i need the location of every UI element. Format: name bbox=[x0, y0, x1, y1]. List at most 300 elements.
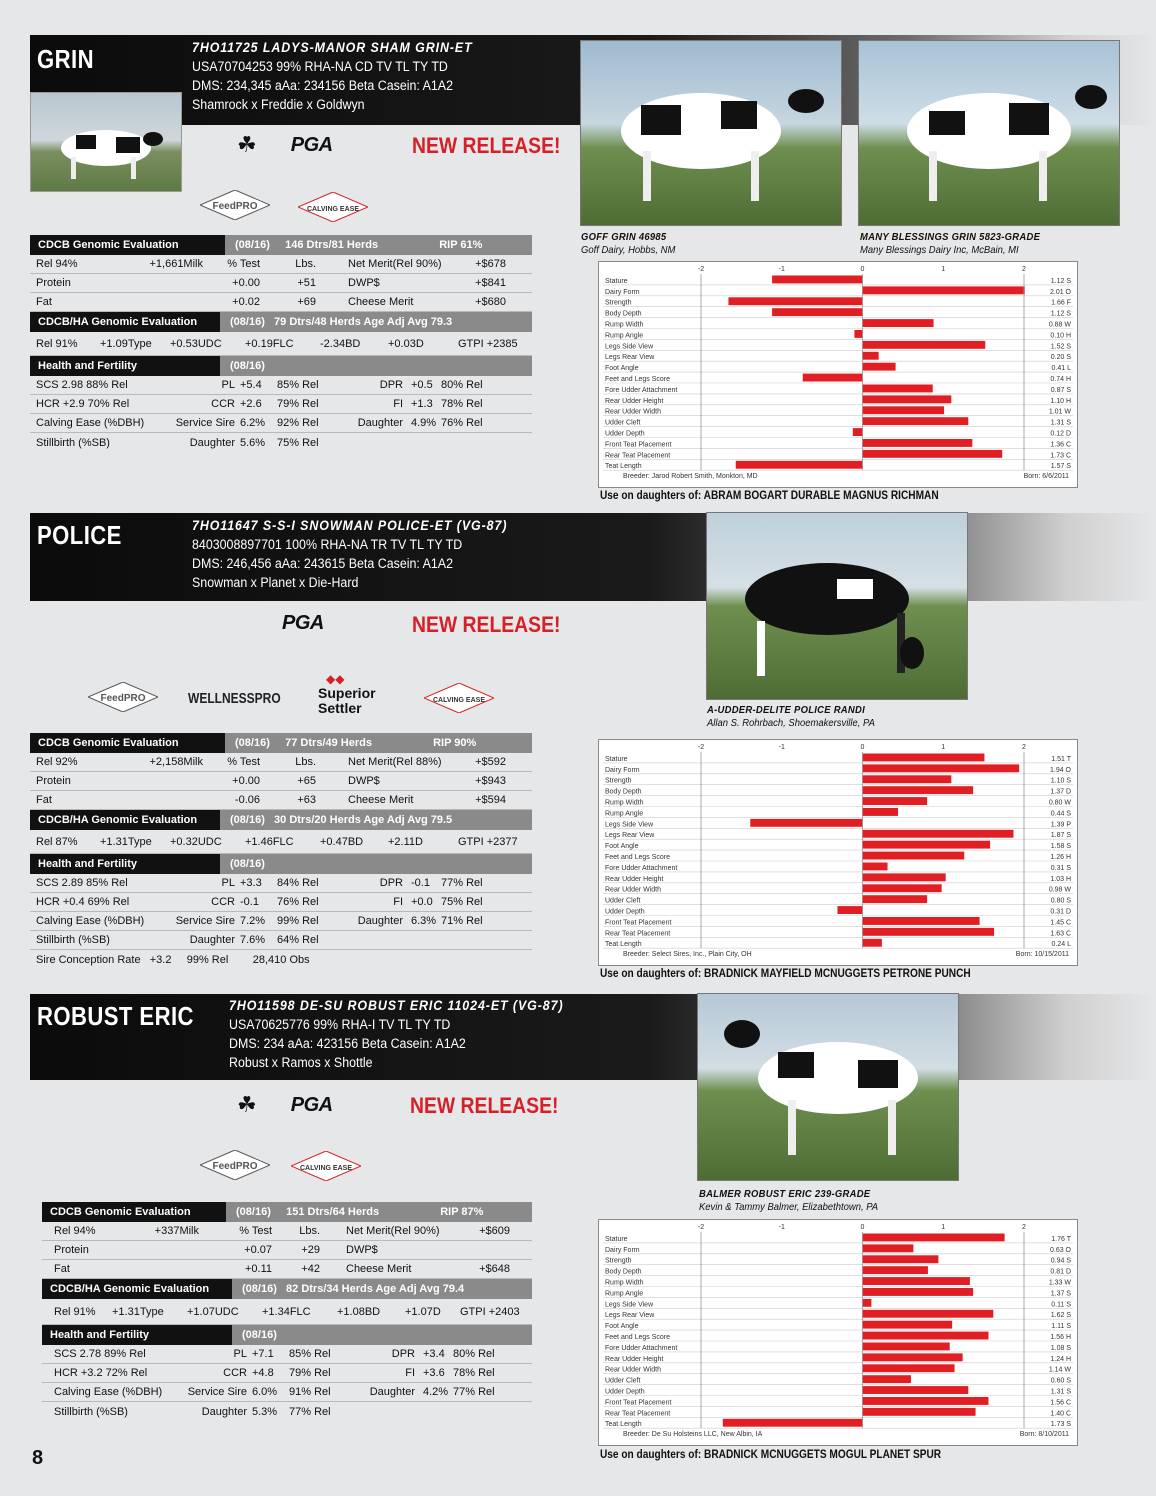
trait-bar bbox=[863, 1343, 950, 1351]
trait-bar bbox=[863, 1310, 994, 1318]
trait-bar bbox=[863, 1397, 989, 1405]
trait-value: 0.20 S bbox=[1050, 354, 1071, 362]
trait-value: 0.10 H bbox=[1050, 332, 1071, 340]
ha-title: CDCB/HA Genomic Evaluation bbox=[42, 1279, 232, 1299]
trait-label: Rear Udder Height bbox=[605, 875, 664, 883]
photo-2-caption bbox=[860, 231, 1040, 257]
trait-bar bbox=[863, 939, 882, 947]
trait-bar bbox=[863, 1277, 970, 1285]
pedigree-line: Snowman x Planet x Die-Hard bbox=[192, 575, 359, 590]
daughter-photo-2 bbox=[858, 40, 1120, 226]
trait-value: 1.37 D bbox=[1050, 788, 1071, 796]
linear-chart bbox=[598, 261, 1078, 488]
trait-value: 0.74 H bbox=[1050, 376, 1071, 383]
tick-label: -1 bbox=[778, 1224, 785, 1231]
hf-row: SCS 2.89 85% Rel PL +3.3 84% Rel DPR -0.1 77% Rel bbox=[30, 874, 532, 893]
trait-label: Rump Angle bbox=[605, 1290, 644, 1298]
trait-label: Foot Angle bbox=[605, 843, 639, 851]
trait-label: Body Depth bbox=[605, 310, 642, 318]
trait-value: 1.33 W bbox=[1048, 1279, 1071, 1287]
id-line: USA70704253 99% RHA-NA CD TV TL TY TD bbox=[192, 59, 448, 74]
trait-value: 1.01 W bbox=[1048, 408, 1071, 416]
maple-leaf-icon: ☘ bbox=[237, 1092, 257, 1117]
cdcb-row: Fat +0.02 +69 Cheese Merit +$680 bbox=[30, 293, 532, 312]
trait-label: Rear Udder Height bbox=[605, 1355, 664, 1363]
born-text: Born: 6/6/2011 bbox=[1023, 473, 1069, 481]
trait-label: Legs Side View bbox=[605, 1301, 654, 1309]
calving-ease-badge bbox=[291, 1151, 361, 1181]
trait-bar bbox=[863, 1266, 928, 1274]
bull-info bbox=[229, 996, 564, 1072]
header-band bbox=[30, 994, 1156, 1080]
trait-bar bbox=[863, 852, 965, 860]
born-text: Born: 8/10/2011 bbox=[1019, 1431, 1069, 1439]
trait-bar bbox=[728, 297, 862, 305]
photo-1-caption bbox=[581, 231, 675, 257]
trait-bar bbox=[863, 395, 952, 403]
tick-label: 2 bbox=[1022, 1224, 1026, 1231]
trait-label: Body Depth bbox=[605, 788, 642, 796]
registration-line: 7HO11725 LADYS-MANOR SHAM GRIN-ET bbox=[192, 40, 473, 55]
cdcb-meta: (08/16) 146 Dtrs/81 Herds RIP 61% bbox=[225, 235, 532, 255]
trait-bar bbox=[863, 1353, 963, 1361]
trait-value: 1.11 S bbox=[1051, 1323, 1071, 1331]
trait-value: 1.26 H bbox=[1050, 854, 1071, 861]
hf-meta: (08/16) bbox=[220, 854, 532, 874]
trait-value: 0.24 L bbox=[1051, 941, 1071, 949]
trait-value: 1.73 C bbox=[1050, 452, 1071, 460]
trait-bar bbox=[863, 1408, 976, 1416]
tick-label: -2 bbox=[697, 1224, 705, 1231]
hf-title: Health and Fertility bbox=[42, 1325, 232, 1345]
trait-value: 0.11 S bbox=[1051, 1301, 1071, 1309]
trait-label: Udder Cleft bbox=[605, 419, 641, 427]
hf-row: HCR +2.9 70% Rel CCR +2.6 79% Rel FI +1.3 78% Rel bbox=[30, 395, 532, 414]
pga-logo: PGA bbox=[290, 133, 333, 156]
tick-label: 0 bbox=[860, 1224, 865, 1231]
trait-value: 1.94 O bbox=[1049, 766, 1071, 774]
trait-value: 0.44 S bbox=[1050, 810, 1071, 818]
trait-value: 2.01 O bbox=[1049, 288, 1071, 296]
cdcb-row: Fat +0.11 +42 Cheese Merit +$648 bbox=[42, 1260, 532, 1279]
hf-meta: (08/16) bbox=[220, 356, 532, 376]
trait-bar bbox=[863, 450, 1003, 458]
trait-value: 1.14 W bbox=[1048, 1366, 1071, 1374]
program-icons bbox=[237, 132, 333, 158]
hf-row: Calving Ease (%DBH) Service Sire 6.0% 91% Rel Daughter 4.2% 77% Rel bbox=[42, 1383, 532, 1402]
trait-bar bbox=[863, 884, 942, 892]
trait-bar bbox=[863, 439, 973, 447]
trait-value: 1.62 S bbox=[1050, 1312, 1071, 1320]
trait-value: 1.31 S bbox=[1050, 1388, 1071, 1396]
trait-bar bbox=[863, 319, 934, 327]
trait-value: 1.39 P bbox=[1050, 821, 1071, 829]
trait-label: Rump Angle bbox=[605, 810, 644, 818]
trait-bar bbox=[863, 797, 928, 805]
calving-ease-text: CALVING EASE bbox=[433, 697, 485, 704]
photo-1-owner: Goff Dairy, Hobbs, NM bbox=[581, 244, 676, 256]
feedpro-text: FeedPRO bbox=[100, 693, 146, 704]
trait-label: Legs Side View bbox=[605, 343, 654, 351]
feedpro-text: FeedPRO bbox=[212, 1161, 258, 1172]
trait-value: 0.63 O bbox=[1049, 1246, 1071, 1254]
trait-label: Feet and Legs Score bbox=[605, 1334, 670, 1341]
ha-row: Rel 87% +1.31Type +0.32UDC +1.46FLC +0.47BD +2.11D GTPI +2377 bbox=[30, 830, 532, 854]
trait-label: Front Teat Placement bbox=[605, 919, 672, 927]
calving-ease-badge bbox=[424, 683, 494, 713]
cdcb-row: Protein +0.00 +51 DWP$ +$841 bbox=[30, 274, 532, 293]
ha-header bbox=[30, 312, 532, 332]
photo-1-caption bbox=[707, 704, 875, 730]
trait-value: 1.66 F bbox=[1051, 299, 1071, 307]
trait-value: 0.94 S bbox=[1050, 1257, 1071, 1265]
trait-label: Stature bbox=[605, 277, 628, 285]
cdcb-header bbox=[30, 235, 532, 255]
cdcb-row: Rel 92% +2,158Milk % Test Lbs. Net Merit(Rel 88%) +$592 bbox=[30, 753, 532, 772]
trait-value: 0.41 L bbox=[1051, 365, 1071, 373]
page-number: 8 bbox=[32, 1447, 44, 1469]
trait-label: Rump Width bbox=[605, 799, 644, 807]
new-release-label: NEW RELEASE! bbox=[412, 133, 561, 158]
trait-bar bbox=[723, 1419, 863, 1427]
dms-line: DMS: 246,456 aAa: 243615 Beta Casein: A1A2 bbox=[192, 556, 454, 571]
trait-bar bbox=[863, 385, 933, 393]
trait-value: 1.12 S bbox=[1050, 310, 1071, 318]
trait-bar bbox=[854, 330, 862, 338]
maple-leaf-icon: ☘ bbox=[237, 132, 257, 157]
trait-label: Rear Udder Height bbox=[605, 397, 664, 405]
pga-logo: PGA bbox=[282, 612, 324, 634]
hf-title: Health and Fertility bbox=[30, 356, 220, 376]
new-release-label: NEW RELEASE! bbox=[412, 612, 561, 637]
trait-bar bbox=[772, 308, 862, 316]
settler-star-icon: ◆◆ bbox=[326, 672, 345, 686]
dms-line: DMS: 234,345 aAa: 234156 Beta Casein: A1A2 bbox=[192, 78, 454, 93]
trait-label: Dairy Form bbox=[605, 288, 640, 296]
linear-chart bbox=[598, 1219, 1078, 1446]
trait-label: Rump Angle bbox=[605, 332, 644, 340]
trait-label: Rump Width bbox=[605, 1279, 644, 1287]
bull-thumbnail bbox=[30, 92, 182, 192]
trait-label: Rear Teat Placement bbox=[605, 1410, 671, 1418]
trait-bar bbox=[863, 1255, 939, 1263]
cdcb-row: Rel 94% +337Milk % Test Lbs. Net Merit(Rel 90%) +$609 bbox=[42, 1222, 532, 1241]
trait-label: Legs Side View bbox=[605, 821, 654, 829]
trait-label: Fore Udder Attachment bbox=[605, 1344, 678, 1352]
trait-bar bbox=[863, 1332, 989, 1340]
registration-line: 7HO11598 DE-SU ROBUST ERIC 11024-ET (VG-87) bbox=[229, 998, 564, 1013]
trait-bar bbox=[750, 819, 862, 827]
breeder-text: Breeder: Jarod Robert Smith, Monkton, MD bbox=[623, 473, 758, 481]
trait-bar bbox=[863, 895, 928, 903]
evaluation-tables bbox=[42, 1202, 532, 1421]
trait-bar bbox=[736, 461, 863, 469]
photo-1-caption bbox=[699, 1188, 878, 1214]
trait-value: 1.56 H bbox=[1050, 1334, 1071, 1341]
trait-value: 1.56 C bbox=[1050, 1399, 1071, 1407]
id-line: USA70625776 99% RHA-I TV TL TY TD bbox=[229, 1017, 451, 1032]
hf-row: Calving Ease (%DBH) Service Sire 7.2% 99% Rel Daughter 6.3% 71% Rel bbox=[30, 912, 532, 931]
trait-label: Stature bbox=[605, 755, 628, 763]
ha-header bbox=[30, 810, 532, 830]
trait-bar bbox=[863, 808, 899, 816]
trait-value: 1.37 S bbox=[1050, 1290, 1071, 1298]
ha-meta: (08/16) 79 Dtrs/48 Herds Age Adj Avg 79.3 bbox=[220, 312, 532, 332]
tick-label: -1 bbox=[778, 266, 785, 273]
ha-meta: (08/16) 82 Dtrs/34 Herds Age Adj Avg 79.4 bbox=[232, 1279, 532, 1299]
ha-row: Rel 91% +1.09Type +0.53UDC +0.19FLC -2.34BD +0.03D GTPI +2385 bbox=[30, 332, 532, 356]
use-on-daughters: Use on daughters of: ABRAM BOGART DURABLE MAGNUS RICHMAN bbox=[600, 490, 939, 502]
program-icons bbox=[282, 612, 324, 635]
trait-label: Strength bbox=[605, 777, 632, 785]
trait-bar bbox=[863, 873, 946, 881]
tick-label: 1 bbox=[941, 744, 946, 751]
tick-label: 1 bbox=[941, 1224, 946, 1231]
trait-label: Dairy Form bbox=[605, 1246, 640, 1254]
calving-ease-text: CALVING EASE bbox=[300, 1165, 352, 1172]
trait-bar bbox=[863, 830, 1014, 838]
ha-header bbox=[42, 1279, 532, 1299]
ha-row: Rel 91% +1.31Type +1.07UDC +1.34FLC +1.08BD +1.07D GTPI +2403 bbox=[42, 1299, 532, 1325]
pedigree-line: Robust x Ramos x Shottle bbox=[229, 1055, 373, 1070]
trait-value: 0.31 D bbox=[1050, 908, 1071, 916]
trait-label: Udder Depth bbox=[605, 430, 645, 438]
id-line: 8403008897701 100% RHA-NA TR TV TL TY TD bbox=[192, 537, 463, 552]
trait-bar bbox=[837, 906, 862, 914]
trait-bar bbox=[863, 917, 980, 925]
calving-ease-text: CALVING EASE bbox=[307, 206, 359, 213]
daughter-photo-1 bbox=[697, 993, 959, 1181]
trait-label: Front Teat Placement bbox=[605, 441, 672, 449]
trait-value: 1.87 S bbox=[1050, 832, 1071, 840]
feedpro-badge bbox=[88, 682, 158, 712]
trait-value: 1.51 T bbox=[1051, 755, 1071, 763]
trait-bar bbox=[863, 341, 986, 349]
trait-bar bbox=[863, 1288, 974, 1296]
cdcb-meta: (08/16) 77 Dtrs/49 Herds RIP 90% bbox=[225, 733, 532, 753]
trait-label: Fore Udder Attachment bbox=[605, 386, 678, 394]
new-release-label: NEW RELEASE! bbox=[410, 1093, 559, 1118]
cdcb-header bbox=[42, 1202, 532, 1222]
pedigree-line: Shamrock x Freddie x Goldwyn bbox=[192, 97, 365, 112]
trait-value: 0.31 S bbox=[1050, 864, 1071, 872]
trait-value: 0.98 W bbox=[1048, 886, 1071, 894]
tick-label: 2 bbox=[1022, 266, 1026, 273]
breeder-text: Breeder: De Su Holsteins LLC, New Albin, IA bbox=[623, 1431, 763, 1439]
hf-row: HCR +3.2 72% Rel CCR +4.8 79% Rel FI +3.6 78% Rel bbox=[42, 1364, 532, 1383]
cdcb-title: CDCB Genomic Evaluation bbox=[30, 235, 225, 255]
tick-label: -2 bbox=[697, 744, 705, 751]
cdcb-row: Fat -0.06 +63 Cheese Merit +$594 bbox=[30, 791, 532, 810]
bull-name: GRIN bbox=[37, 44, 94, 74]
tick-label: 0 bbox=[860, 266, 865, 273]
cdcb-title: CDCB Genomic Evaluation bbox=[42, 1202, 226, 1222]
photo-1-owner: Kevin & Tammy Balmer, Elizabethtown, PA bbox=[699, 1201, 879, 1213]
dms-line: DMS: 234 aAa: 423156 Beta Casein: A1A2 bbox=[229, 1036, 466, 1051]
trait-value: 1.73 S bbox=[1050, 1421, 1071, 1429]
photo-2-owner: Many Blessings Dairy Inc, McBain, MI bbox=[860, 244, 1019, 256]
bull-info bbox=[192, 38, 473, 114]
trait-value: 1.63 C bbox=[1050, 930, 1071, 938]
trait-label: Foot Angle bbox=[605, 365, 639, 373]
trait-bar bbox=[863, 1375, 911, 1383]
trait-label: Teat Length bbox=[605, 941, 642, 949]
hf-row: Stillbirth (%SB) Daughter 7.6% 64% Rel bbox=[30, 931, 532, 950]
trait-value: 1.58 S bbox=[1050, 843, 1071, 851]
feedpro-text: FeedPRO bbox=[212, 201, 258, 212]
trait-label: Feet and Legs Score bbox=[605, 854, 670, 861]
trait-label: Legs Rear View bbox=[605, 1312, 655, 1320]
trait-label: Stature bbox=[605, 1235, 628, 1243]
trait-value: 1.76 T bbox=[1051, 1235, 1071, 1243]
trait-label: Rear Teat Placement bbox=[605, 930, 671, 938]
trait-label: Legs Rear View bbox=[605, 832, 655, 840]
trait-label: Teat Length bbox=[605, 463, 642, 471]
trait-label: Foot Angle bbox=[605, 1323, 639, 1331]
tick-label: 2 bbox=[1022, 744, 1026, 751]
trait-value: 1.24 H bbox=[1050, 1355, 1071, 1363]
trait-bar bbox=[863, 417, 969, 425]
trait-bar bbox=[863, 754, 985, 762]
superior-settler-badge bbox=[318, 672, 398, 716]
trait-bar bbox=[863, 1364, 955, 1372]
trait-label: Udder Depth bbox=[605, 1388, 645, 1396]
trait-label: Feet and Legs Score bbox=[605, 376, 670, 383]
trait-value: 1.12 S bbox=[1050, 277, 1071, 285]
tick-label: 0 bbox=[860, 744, 865, 751]
born-text: Born: 10/15/2011 bbox=[1015, 951, 1069, 959]
trait-bar bbox=[863, 352, 879, 360]
ha-title: CDCB/HA Genomic Evaluation bbox=[30, 312, 220, 332]
trait-label: Front Teat Placement bbox=[605, 1399, 672, 1407]
hf-header bbox=[42, 1325, 532, 1345]
trait-label: Strength bbox=[605, 299, 632, 307]
cdcb-row: Protein +0.07 +29 DWP$ bbox=[42, 1241, 532, 1260]
trait-bar bbox=[863, 786, 974, 794]
trait-bar bbox=[863, 863, 888, 871]
use-on-daughters: Use on daughters of: BRADNICK MCNUGGETS MOGUL PLANET SPUR bbox=[600, 1449, 942, 1461]
trait-label: Dairy Form bbox=[605, 766, 640, 774]
registration-line: 7HO11647 S-S-I SNOWMAN POLICE-ET (VG-87) bbox=[192, 518, 508, 533]
photo-1-title: BALMER ROBUST ERIC 239-GRADE bbox=[699, 1188, 871, 1200]
evaluation-tables bbox=[30, 235, 532, 452]
hf-meta: (08/16) bbox=[232, 1325, 532, 1345]
bull-info bbox=[192, 516, 507, 592]
ha-title: CDCB/HA Genomic Evaluation bbox=[30, 810, 220, 830]
trait-value: 0.12 D bbox=[1050, 430, 1071, 438]
trait-label: Udder Cleft bbox=[605, 897, 641, 905]
trait-label: Udder Cleft bbox=[605, 1377, 641, 1385]
trait-bar bbox=[863, 764, 1020, 772]
photo-1-owner: Allan S. Rohrbach, Shoemakersville, PA bbox=[707, 717, 875, 729]
ha-meta: (08/16) 30 Dtrs/20 Herds Age Adj Avg 79.5 bbox=[220, 810, 532, 830]
trait-label: Rear Udder Width bbox=[605, 1366, 662, 1374]
photo-1-title: A-UDDER-DELITE POLICE RANDI bbox=[707, 704, 865, 716]
trait-bar bbox=[863, 841, 991, 849]
trait-value: 1.36 C bbox=[1050, 441, 1071, 449]
trait-value: 1.03 H bbox=[1050, 875, 1071, 883]
trait-bar bbox=[803, 374, 863, 382]
bull-name: POLICE bbox=[37, 520, 122, 550]
cdcb-row: Protein +0.00 +65 DWP$ +$943 bbox=[30, 772, 532, 791]
photo-1-title: GOFF GRIN 46985 bbox=[581, 231, 667, 243]
trait-value: 1.31 S bbox=[1050, 419, 1071, 427]
trait-value: 0.87 S bbox=[1050, 386, 1071, 394]
trait-label: Rear Udder Width bbox=[605, 886, 662, 894]
wellnesspro-badge: WELLNESSPRO bbox=[188, 690, 281, 707]
trait-value: 0.80 W bbox=[1048, 799, 1071, 807]
trait-value: 1.10 S bbox=[1050, 777, 1071, 785]
hf-row: Stillbirth (%SB) Daughter 5.6% 75% Rel bbox=[36, 436, 319, 449]
use-on-daughters: Use on daughters of: BRADNICK MAYFIELD MCNUGGETS PETRONE PUNCH bbox=[600, 968, 971, 980]
hf-row: Stillbirth (%SB) Daughter 5.3% 77% Rel bbox=[54, 1405, 331, 1418]
trait-value: 0.80 S bbox=[1050, 897, 1071, 905]
cdcb-row: Rel 94% +1,661Milk % Test Lbs. Net Merit(Rel 90%) +$678 bbox=[30, 255, 532, 274]
trait-bar bbox=[863, 286, 1025, 294]
cdcb-meta: (08/16) 151 Dtrs/64 Herds RIP 87% bbox=[226, 1202, 532, 1222]
trait-bar bbox=[863, 1234, 1005, 1242]
daughter-photo-1 bbox=[580, 40, 842, 226]
pga-logo: PGA bbox=[290, 1093, 333, 1116]
calving-ease-badge bbox=[298, 192, 368, 222]
tick-label: -2 bbox=[697, 266, 705, 273]
trait-bar bbox=[863, 928, 995, 936]
trait-bar bbox=[772, 276, 862, 284]
feedpro-badge bbox=[200, 190, 270, 220]
trait-value: 0.60 S bbox=[1050, 1377, 1071, 1385]
trait-bar bbox=[863, 1299, 872, 1307]
hf-header bbox=[30, 854, 532, 874]
trait-label: Teat Length bbox=[605, 1421, 642, 1429]
trait-value: 0.88 W bbox=[1048, 321, 1071, 329]
trait-value: 1.45 C bbox=[1050, 919, 1071, 927]
trait-label: Fore Udder Attachment bbox=[605, 864, 678, 872]
hf-title: Health and Fertility bbox=[30, 854, 220, 874]
superior-settler-text: Superior Settler bbox=[318, 685, 376, 716]
hf-row: HCR +0.4 69% Rel CCR -0.1 76% Rel FI +0.0 75% Rel bbox=[30, 893, 532, 912]
trait-bar bbox=[863, 363, 896, 371]
trait-bar bbox=[863, 406, 945, 414]
hf-row: Calving Ease (%DBH) Service Sire 6.2% 92% Rel Daughter 4.9% 76% Rel bbox=[30, 414, 532, 433]
hf-row: SCS 2.78 89% Rel PL +7.1 85% Rel DPR +3.4 80% Rel bbox=[42, 1345, 532, 1364]
feedpro-badge bbox=[200, 1150, 270, 1180]
trait-value: 1.40 C bbox=[1050, 1410, 1071, 1418]
cdcb-header bbox=[30, 733, 532, 753]
program-icons bbox=[237, 1092, 333, 1118]
trait-label: Body Depth bbox=[605, 1268, 642, 1276]
trait-label: Rear Teat Placement bbox=[605, 452, 671, 460]
tick-label: 1 bbox=[941, 266, 946, 273]
trait-label: Rear Udder Width bbox=[605, 408, 662, 416]
trait-bar bbox=[863, 1321, 953, 1329]
trait-label: Rump Width bbox=[605, 321, 644, 329]
tick-label: -1 bbox=[778, 744, 785, 751]
trait-label: Strength bbox=[605, 1257, 632, 1265]
hf-header bbox=[30, 356, 532, 376]
trait-bar bbox=[863, 775, 952, 783]
trait-value: 0.81 D bbox=[1050, 1268, 1071, 1276]
trait-value: 1.52 S bbox=[1050, 343, 1071, 351]
trait-bar bbox=[863, 1244, 914, 1252]
evaluation-tables bbox=[30, 733, 532, 969]
bull-name: ROBUST ERIC bbox=[37, 1001, 194, 1031]
trait-bar bbox=[863, 1386, 969, 1394]
trait-label: Udder Depth bbox=[605, 908, 645, 916]
breeder-text: Breeder: Select Sires, Inc., Plain City, OH bbox=[623, 951, 752, 959]
photo-2-title: MANY BLESSINGS GRIN 5823-GRADE bbox=[860, 231, 1041, 243]
hf-row: SCS 2.98 88% Rel PL +5.4 85% Rel DPR +0.5 80% Rel bbox=[30, 376, 532, 395]
sire-conception-row: Sire Conception Rate +3.2 99% Rel 28,410 Obs bbox=[36, 953, 310, 966]
